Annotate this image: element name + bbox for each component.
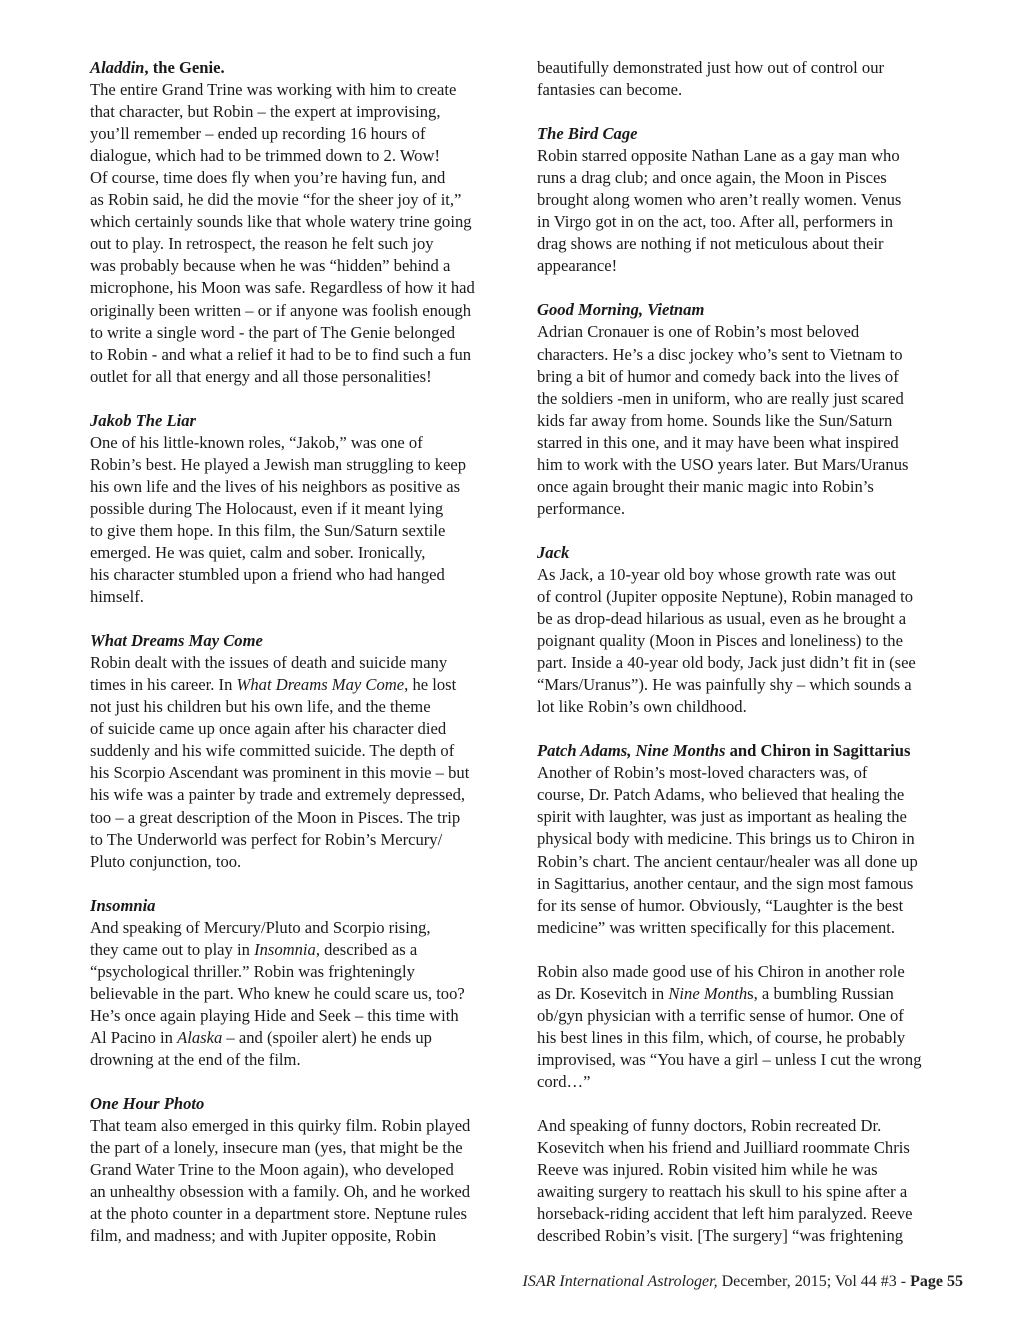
section-heading: What Dreams May Come xyxy=(90,631,263,651)
text-line: to give them hope. In this film, the Sun/Saturn sextile xyxy=(90,520,446,540)
text-line: originally been written – or if anyone was foolish enough xyxy=(90,300,472,320)
text-run: , he lost xyxy=(404,675,457,695)
section-what-dreams-may-come xyxy=(90,630,530,873)
section-heading: Insomnia xyxy=(90,895,156,915)
text-line: to Robin - and what a relief it had to be to find such a fun xyxy=(90,344,472,364)
text-run: they came out to play in xyxy=(90,939,255,959)
text-line: And speaking of Mercury/Pluto and Scorpio rising, xyxy=(90,917,431,937)
text-line: Reeve was injured. Robin visited him while he was xyxy=(537,1160,878,1180)
text-line: out to play. In retrospect, the reason he felt such joy xyxy=(90,234,434,254)
text-line: starred in this one, and it may have been what inspired xyxy=(537,432,899,452)
heading-subtitle: , the Genie. xyxy=(144,58,225,77)
text-line: kids far away from home. Sounds like the Sun/Saturn xyxy=(537,410,893,430)
text-line: dialogue, which had to be trimmed down to 2. Wow! xyxy=(90,146,440,166)
text-line: to write a single word - the part of The Genie belonged xyxy=(90,322,456,342)
text-line: in Virgo got in on the act, too. After all, performers in xyxy=(537,212,894,232)
text-line: bring a bit of humor and comedy back into the lives of xyxy=(537,366,899,386)
text-line: lot like Robin’s own childhood. xyxy=(537,697,747,717)
text-run: Al Pacino in xyxy=(90,1027,178,1047)
text-line: And speaking of funny doctors, Robin recreated Dr. xyxy=(537,1115,882,1135)
text-line: him to work with the USO years later. But Mars/Uranus xyxy=(537,454,909,474)
section-heading: Good Morning, Vietnam xyxy=(537,300,705,320)
section-heading: Jakob The Liar xyxy=(90,410,197,430)
heading-title: Patch Adams xyxy=(537,741,628,761)
text-line: Pluto conjunction, too. xyxy=(90,851,242,871)
text-line: his best lines in this film, which, of course, he probably xyxy=(537,1027,906,1047)
text-line: to The Underworld was perfect for Robin’s Mercury/ xyxy=(90,829,443,849)
page-number: Page 55 xyxy=(910,1273,963,1290)
heading-title: Nine Months xyxy=(635,741,726,761)
text-line: ob/gyn physician with a terrific sense of humor. One of xyxy=(537,1005,904,1025)
text-line: awaiting surgery to reattach his skull to his spine after a xyxy=(537,1182,908,1202)
text-line: Robin’s best. He played a Jewish man struggling to keep xyxy=(90,454,467,474)
section-funny-doctors xyxy=(537,1115,969,1247)
section-heading xyxy=(537,740,969,762)
text-line: physical body with medicine. This brings us to Chiron in xyxy=(537,829,915,849)
text-line xyxy=(90,939,530,961)
section-the-bird-cage xyxy=(537,123,969,277)
text-line: you’ll remember – ended up recording 16 hours of xyxy=(90,124,426,144)
text-line: Kosevitch when his friend and Juilliard roommate Chris xyxy=(537,1138,910,1158)
text-line: “psychological thriller.” Robin was frighteningly xyxy=(90,961,415,981)
text-line: his own life and the lives of his neighbors as positive as xyxy=(90,476,461,496)
section-good-morning-vietnam xyxy=(537,299,969,519)
section-heading: Jack xyxy=(537,542,570,562)
text-line: described Robin’s visit. [The surgery] “was frightening xyxy=(537,1226,904,1246)
text-line: be as drop-dead hilarious as usual, even as he brought a xyxy=(537,609,907,629)
heading-subtitle: and Chiron in Sagittarius xyxy=(725,741,911,761)
text-line: of control (Jupiter opposite Neptune), Robin managed to xyxy=(537,586,914,606)
text-line: suddenly and his wife committed suicide. The depth of xyxy=(90,741,455,761)
text-line: possible during The Holocaust, even if it meant lying xyxy=(90,498,444,518)
film-title: What Dreams May Come xyxy=(236,675,405,695)
text-line: He’s once again playing Hide and Seek – this time with xyxy=(90,1005,459,1025)
heading-separator: , xyxy=(627,741,636,761)
text-line: As Jack, a 10-year old boy whose growth rate was out xyxy=(537,564,896,584)
text-line: believable in the part. Who knew he could scare us, too? xyxy=(90,983,465,1003)
text-line: outlet for all that energy and all those personalities! xyxy=(90,366,432,386)
text-line: his character stumbled upon a friend who had hanged xyxy=(90,565,445,585)
text-line: brought along women who aren’t really women. Venus xyxy=(537,190,902,210)
publication-name: ISAR International Astrologer, xyxy=(522,1273,718,1290)
text-run: times in his career. In xyxy=(90,675,237,695)
text-line: his wife was a painter by trade and extremely depressed, xyxy=(90,785,466,805)
text-line: part. Inside a 40-year old body, Jack just didn’t fit in (see xyxy=(537,653,916,673)
text-line: “Mars/Uranus”). He was painfully shy – which sounds a xyxy=(537,675,912,695)
text-line: as Robin said, he did the movie “for the sheer joy of it,” xyxy=(90,190,462,210)
left-column xyxy=(90,57,530,1269)
text-line: his Scorpio Ascendant was prominent in this movie – but xyxy=(90,763,470,783)
section-insomnia xyxy=(90,895,530,1071)
text-line: Grand Water Trine to the Moon again), who developed xyxy=(90,1160,454,1180)
right-column xyxy=(537,57,969,1269)
text-line xyxy=(537,983,969,1005)
text-line xyxy=(90,1027,530,1049)
text-line: Robin’s chart. The ancient centaur/healer was all done up xyxy=(537,851,918,871)
text-line: Another of Robin’s most-loved characters was, of xyxy=(537,763,868,783)
text-line: fantasies can become. xyxy=(537,80,683,100)
section-aladdin xyxy=(90,57,530,388)
page-footer xyxy=(0,1273,963,1291)
text-line: for its sense of humor. Obviously, “Laughter is the best xyxy=(537,895,904,915)
issue-info: December, 2015; Vol 44 #3 - xyxy=(717,1273,911,1290)
text-line: not just his children but his own life, and the theme xyxy=(90,697,431,717)
section-jakob-the-liar xyxy=(90,410,530,608)
text-line: course, Dr. Patch Adams, who believed that healing the xyxy=(537,785,905,805)
section-patch-adams xyxy=(537,740,969,938)
text-line: Robin also made good use of his Chiron in another role xyxy=(537,961,905,981)
text-line: Robin starred opposite Nathan Lane as a gay man who xyxy=(537,146,900,166)
text-line: Robin dealt with the issues of death and suicide many xyxy=(90,653,448,673)
text-line: himself. xyxy=(90,587,144,607)
text-line: cord…” xyxy=(537,1071,591,1091)
place-name: Alaska xyxy=(177,1027,223,1047)
text-line: characters. He’s a disc jockey who’s sent to Vietnam to xyxy=(537,344,903,364)
text-line: runs a drag club; and once again, the Moon in Pisces xyxy=(537,168,887,188)
section-heading: One Hour Photo xyxy=(90,1094,205,1114)
text-line: horseback-riding accident that left him paralyzed. Reeve xyxy=(537,1204,913,1224)
text-line: an unhealthy obsession with a family. Oh, and he worked xyxy=(90,1182,471,1202)
text-run: , described as a xyxy=(315,939,418,959)
text-line: once again brought their manic magic into Robin’s xyxy=(537,476,874,496)
section-nine-months xyxy=(537,961,969,1093)
text-run: as Dr. Kosevitch in xyxy=(537,983,669,1003)
text-line: poignant quality (Moon in Pisces and loneliness) to the xyxy=(537,631,903,651)
section-heading: The Bird Cage xyxy=(537,124,638,144)
text-line: Of course, time does fly when you’re having fun, and xyxy=(90,168,446,188)
text-line: beautifully demonstrated just how out of control our xyxy=(537,58,885,77)
text-line: emerged. He was quiet, calm and sober. Ironically, xyxy=(90,542,426,562)
text-line: which certainly sounds like that whole watery trine going xyxy=(90,212,472,232)
text-line: that character, but Robin – the expert at improvising, xyxy=(90,102,441,122)
text-line: drag shows are nothing if not meticulous about their xyxy=(537,234,884,254)
film-title: Insomnia xyxy=(254,939,316,959)
section-heading xyxy=(90,57,530,79)
text-line: film, and madness; and with Jupiter opposite, Robin xyxy=(90,1226,437,1246)
film-title: Nine Month xyxy=(668,983,748,1003)
text-line: the soldiers -men in uniform, who are really just scared xyxy=(537,388,904,408)
text-line: One of his little-known roles, “Jakob,” was one of xyxy=(90,432,423,452)
text-line: microphone, his Moon was safe. Regardless of how it had xyxy=(90,278,475,298)
text-line: the part of a lonely, insecure man (yes, that might be the xyxy=(90,1138,463,1158)
text-line: improvised, was “You have a girl – unless I cut the wrong xyxy=(537,1049,922,1069)
heading-title: Aladdin xyxy=(90,58,145,77)
text-line: was probably because when he was “hidden” behind a xyxy=(90,256,451,276)
text-line: in Sagittarius, another centaur, and the sign most famous xyxy=(537,873,914,893)
text-line: medicine” was written specifically for this placement. xyxy=(537,917,896,937)
text-line: The entire Grand Trine was working with him to create xyxy=(90,80,457,100)
text-run: – and (spoiler alert) he ends up xyxy=(222,1027,432,1047)
text-line: That team also emerged in this quirky film. Robin played xyxy=(90,1116,471,1136)
text-line: at the photo counter in a department store. Neptune rules xyxy=(90,1204,467,1224)
text-line: Adrian Cronauer is one of Robin’s most beloved xyxy=(537,322,860,342)
text-line: performance. xyxy=(537,498,625,518)
section-jack xyxy=(537,542,969,718)
section-one-hour-photo xyxy=(90,1093,530,1247)
text-line: of suicide came up once again after his character died xyxy=(90,719,447,739)
text-line: spirit with laughter, was just as important as healing the xyxy=(537,807,907,827)
text-line: too – a great description of the Moon in Pisces. The trip xyxy=(90,807,461,827)
section-continuation xyxy=(537,57,969,101)
text-line: drowning at the end of the film. xyxy=(90,1049,301,1069)
text-line: appearance! xyxy=(537,256,618,276)
text-run: s, a bumbling Russian xyxy=(747,983,894,1003)
text-line xyxy=(90,674,530,696)
